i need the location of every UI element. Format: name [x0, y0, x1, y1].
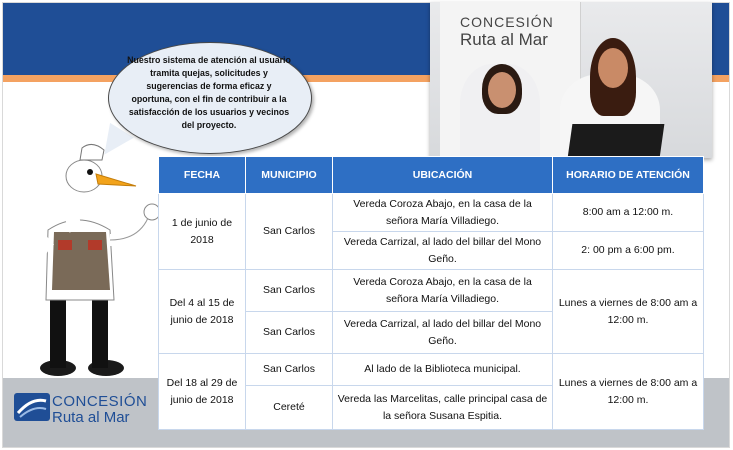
photo-banner-line2: Ruta al Mar [460, 30, 548, 49]
cell-fecha: Del 18 al 29 de junio de 2018 [159, 354, 246, 430]
cell-fecha: Del 4 al 15 de junio de 2018 [159, 270, 246, 354]
photo-banner-line1: CONCESIÓN [460, 14, 554, 30]
cell-municipio: San Carlos [246, 312, 333, 354]
cell-municipio: San Carlos [246, 194, 333, 270]
schedule-table [158, 156, 704, 430]
face-right [598, 48, 628, 88]
cell-ubicacion: Vereda Coroza Abajo, en la casa de la señora María Villadiego. [333, 194, 553, 232]
table-header-row [159, 157, 704, 194]
cell-horario: Lunes a viernes de 8:00 am a 12:00 m. [553, 270, 704, 354]
face-left [488, 72, 516, 108]
cell-municipio: San Carlos [246, 270, 333, 312]
cell-fecha: 1 de junio de 2018 [159, 194, 246, 270]
table-row [159, 354, 704, 386]
cell-horario: Lunes a viernes de 8:00 am a 12:00 m. [553, 354, 704, 430]
laptop [568, 124, 665, 158]
cell-horario: 8:00 am a 12:00 m. [553, 194, 704, 232]
cell-ubicacion: Vereda Carrizal, al lado del billar del Mono Geño. [333, 312, 553, 354]
cell-ubicacion: Vereda las Marcelitas, calle principal casa de la señora Susana Espitia. [333, 386, 553, 430]
cell-ubicacion: Al lado de la Biblioteca municipal. [333, 354, 553, 386]
cell-municipio: Cereté [246, 386, 333, 430]
header-fecha: FECHA [159, 157, 246, 194]
stork-mascot-illustration [28, 140, 178, 380]
header-horario: HORARIO DE ATENCIÓN [553, 157, 704, 194]
logo-text-line2: Ruta al Mar [52, 409, 130, 426]
staff-photo [430, 2, 712, 158]
logo-text-line1: CONCESIÓN [52, 393, 148, 410]
speech-bubble-text: Nuestro sistema de atención al usuario tramita quejas, solicitudes y sugerencias de forma eficaz y oportuna, con el fin de contribuir a la satisfacción de los usuarios y vecinos del proyecto. [127, 55, 291, 130]
cell-ubicacion: Vereda Coroza Abajo, en la casa de la señora María Villadiego. [333, 270, 553, 312]
concesion-logo-icon [14, 393, 50, 421]
header-municipio: MUNICIPIO [246, 157, 333, 194]
header-ubicacion: UBICACIÓN [333, 157, 553, 194]
table-row [159, 194, 704, 232]
cell-horario: 2: 00 pm a 6:00 pm. [553, 232, 704, 270]
cell-municipio: San Carlos [246, 354, 333, 386]
cell-ubicacion: Vereda Carrizal, al lado del billar del Mono Geño. [333, 232, 553, 270]
table-row [159, 270, 704, 312]
